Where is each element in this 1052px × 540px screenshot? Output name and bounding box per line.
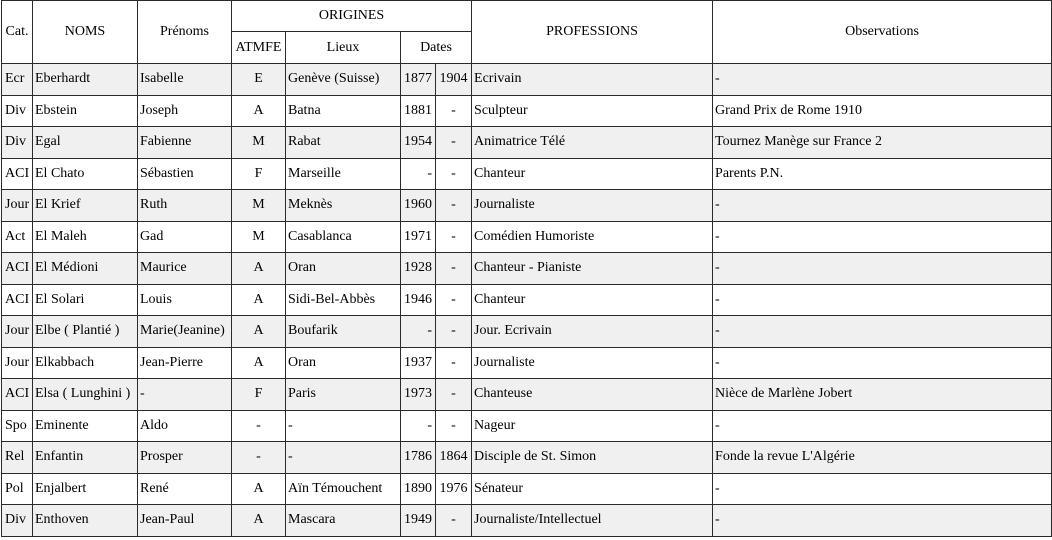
table-row (2, 64, 1052, 96)
cell-atmfe: A (232, 316, 286, 348)
cell-category: ACI (2, 284, 33, 316)
cell-observation: - (713, 190, 1052, 222)
cell-category: Jour (2, 316, 33, 348)
cell-observation: Fonde la revue L'Algérie (713, 442, 1052, 474)
biography-table (1, 0, 1052, 537)
cell-category: Spo (2, 410, 33, 442)
cell-atmfe: M (232, 127, 286, 159)
cell-date-birth: - (401, 410, 436, 442)
cell-prenom: Maurice (138, 253, 232, 285)
cell-prenom: Louis (138, 284, 232, 316)
table-row (2, 410, 1052, 442)
cell-nom: El Solari (33, 284, 138, 316)
cell-lieu: Marseille (286, 158, 401, 190)
cell-atmfe: A (232, 95, 286, 127)
cell-date-death: - (436, 190, 472, 222)
cell-profession: Jour. Ecrivain (472, 316, 713, 348)
table-body (2, 64, 1052, 537)
cell-profession: Comédien Humoriste (472, 221, 713, 253)
table-row (2, 473, 1052, 505)
cell-category: ACI (2, 253, 33, 285)
cell-atmfe: M (232, 221, 286, 253)
cell-atmfe: F (232, 158, 286, 190)
cell-prenom: Joseph (138, 95, 232, 127)
cell-nom: Egal (33, 127, 138, 159)
header-professions: PROFESSIONS (472, 1, 713, 64)
cell-lieu: Sidi-Bel-Abbès (286, 284, 401, 316)
cell-observation: Nièce de Marlène Jobert (713, 379, 1052, 411)
cell-category: Ecr (2, 64, 33, 96)
cell-prenom: Marie(Jeanine) (138, 316, 232, 348)
cell-category: ACI (2, 379, 33, 411)
cell-nom: El Médioni (33, 253, 138, 285)
cell-date-death: - (436, 253, 472, 285)
cell-atmfe: - (232, 442, 286, 474)
cell-date-death: - (436, 316, 472, 348)
header-row-top (2, 1, 1052, 32)
cell-category: Jour (2, 190, 33, 222)
cell-nom: El Maleh (33, 221, 138, 253)
cell-prenom: Aldo (138, 410, 232, 442)
cell-profession: Journaliste/Intellectuel (472, 505, 713, 537)
cell-atmfe: M (232, 190, 286, 222)
cell-lieu: Paris (286, 379, 401, 411)
cell-category: Div (2, 127, 33, 159)
cell-nom: Ebstein (33, 95, 138, 127)
cell-lieu: Boufarik (286, 316, 401, 348)
cell-date-death: - (436, 95, 472, 127)
cell-observation: - (713, 284, 1052, 316)
cell-lieu: Casablanca (286, 221, 401, 253)
cell-date-death: 1904 (436, 64, 472, 96)
cell-lieu: Batna (286, 95, 401, 127)
cell-profession: Sculpteur (472, 95, 713, 127)
cell-atmfe: - (232, 410, 286, 442)
cell-prenom: Fabienne (138, 127, 232, 159)
cell-date-birth: - (401, 158, 436, 190)
cell-date-birth: 1949 (401, 505, 436, 537)
header-prenoms: Prénoms (138, 1, 232, 64)
cell-observation: Tournez Manège sur France 2 (713, 127, 1052, 159)
cell-profession: Chanteuse (472, 379, 713, 411)
cell-date-death: - (436, 410, 472, 442)
cell-category: Act (2, 221, 33, 253)
cell-observation: - (713, 410, 1052, 442)
cell-lieu: Genève (Suisse) (286, 64, 401, 96)
table-row (2, 95, 1052, 127)
cell-lieu: Rabat (286, 127, 401, 159)
cell-profession: Journaliste (472, 347, 713, 379)
cell-date-birth: 1937 (401, 347, 436, 379)
cell-nom: Elsa ( Lunghini ) (33, 379, 138, 411)
table-row (2, 505, 1052, 537)
cell-nom: Enthoven (33, 505, 138, 537)
table-row (2, 253, 1052, 285)
cell-observation: - (713, 347, 1052, 379)
cell-date-death: - (436, 127, 472, 159)
cell-prenom: Jean-Pierre (138, 347, 232, 379)
cell-lieu: Oran (286, 253, 401, 285)
cell-atmfe: F (232, 379, 286, 411)
cell-date-birth: 1946 (401, 284, 436, 316)
table-row (2, 379, 1052, 411)
cell-date-death: 1864 (436, 442, 472, 474)
cell-profession: Nageur (472, 410, 713, 442)
cell-date-death: - (436, 284, 472, 316)
cell-observation: - (713, 473, 1052, 505)
cell-category: ACI (2, 158, 33, 190)
table-row (2, 190, 1052, 222)
cell-atmfe: A (232, 347, 286, 379)
cell-lieu: - (286, 410, 401, 442)
cell-observation: - (713, 253, 1052, 285)
cell-nom: El Chato (33, 158, 138, 190)
cell-date-birth: - (401, 316, 436, 348)
table-row (2, 221, 1052, 253)
table-header (2, 1, 1052, 64)
cell-observation: - (713, 64, 1052, 96)
cell-prenom: Ruth (138, 190, 232, 222)
cell-prenom: René (138, 473, 232, 505)
cell-category: Div (2, 505, 33, 537)
cell-category: Rel (2, 442, 33, 474)
table-row (2, 127, 1052, 159)
cell-nom: Elbe ( Plantié ) (33, 316, 138, 348)
header-cat: Cat. (2, 1, 33, 64)
header-dates: Dates (401, 32, 472, 64)
cell-profession: Animatrice Télé (472, 127, 713, 159)
cell-lieu: Meknès (286, 190, 401, 222)
cell-lieu: Aïn Témouchent (286, 473, 401, 505)
cell-date-birth: 1960 (401, 190, 436, 222)
cell-date-birth: 1877 (401, 64, 436, 96)
cell-date-birth: 1971 (401, 221, 436, 253)
cell-prenom: - (138, 379, 232, 411)
cell-atmfe: A (232, 253, 286, 285)
cell-date-birth: 1890 (401, 473, 436, 505)
cell-prenom: Gad (138, 221, 232, 253)
cell-prenom: Prosper (138, 442, 232, 474)
cell-atmfe: A (232, 284, 286, 316)
cell-date-death: - (436, 347, 472, 379)
cell-nom: Elkabbach (33, 347, 138, 379)
cell-prenom: Isabelle (138, 64, 232, 96)
cell-date-death: - (436, 505, 472, 537)
cell-nom: Eminente (33, 410, 138, 442)
header-atmfe: ATMFE (232, 32, 286, 64)
cell-date-birth: 1954 (401, 127, 436, 159)
cell-profession: Chanteur (472, 158, 713, 190)
cell-date-death: - (436, 158, 472, 190)
cell-observation: Grand Prix de Rome 1910 (713, 95, 1052, 127)
cell-nom: El Krief (33, 190, 138, 222)
cell-profession: Sénateur (472, 473, 713, 505)
cell-date-death: - (436, 379, 472, 411)
header-origines: ORIGINES (232, 1, 472, 32)
cell-lieu: Mascara (286, 505, 401, 537)
cell-observation: - (713, 221, 1052, 253)
table-row (2, 316, 1052, 348)
header-observations: Observations (713, 1, 1052, 64)
table-row (2, 158, 1052, 190)
cell-prenom: Sébastien (138, 158, 232, 190)
cell-observation: Parents P.N. (713, 158, 1052, 190)
cell-lieu: Oran (286, 347, 401, 379)
cell-atmfe: A (232, 473, 286, 505)
cell-profession: Ecrivain (472, 64, 713, 96)
cell-category: Pol (2, 473, 33, 505)
cell-category: Div (2, 95, 33, 127)
cell-observation: - (713, 505, 1052, 537)
cell-date-death: - (436, 221, 472, 253)
cell-profession: Disciple de St. Simon (472, 442, 713, 474)
cell-profession: Chanteur (472, 284, 713, 316)
table-row (2, 347, 1052, 379)
cell-date-death: 1976 (436, 473, 472, 505)
cell-profession: Journaliste (472, 190, 713, 222)
cell-observation: - (713, 316, 1052, 348)
cell-date-birth: 1786 (401, 442, 436, 474)
cell-category: Jour (2, 347, 33, 379)
cell-atmfe: E (232, 64, 286, 96)
cell-date-birth: 1928 (401, 253, 436, 285)
cell-date-birth: 1881 (401, 95, 436, 127)
cell-date-birth: 1973 (401, 379, 436, 411)
table-row (2, 442, 1052, 474)
cell-lieu: - (286, 442, 401, 474)
header-lieux: Lieux (286, 32, 401, 64)
header-noms: NOMS (33, 1, 138, 64)
cell-nom: Eberhardt (33, 64, 138, 96)
cell-atmfe: A (232, 505, 286, 537)
table-row (2, 284, 1052, 316)
cell-nom: Enjalbert (33, 473, 138, 505)
cell-profession: Chanteur - Pianiste (472, 253, 713, 285)
cell-prenom: Jean-Paul (138, 505, 232, 537)
cell-nom: Enfantin (33, 442, 138, 474)
